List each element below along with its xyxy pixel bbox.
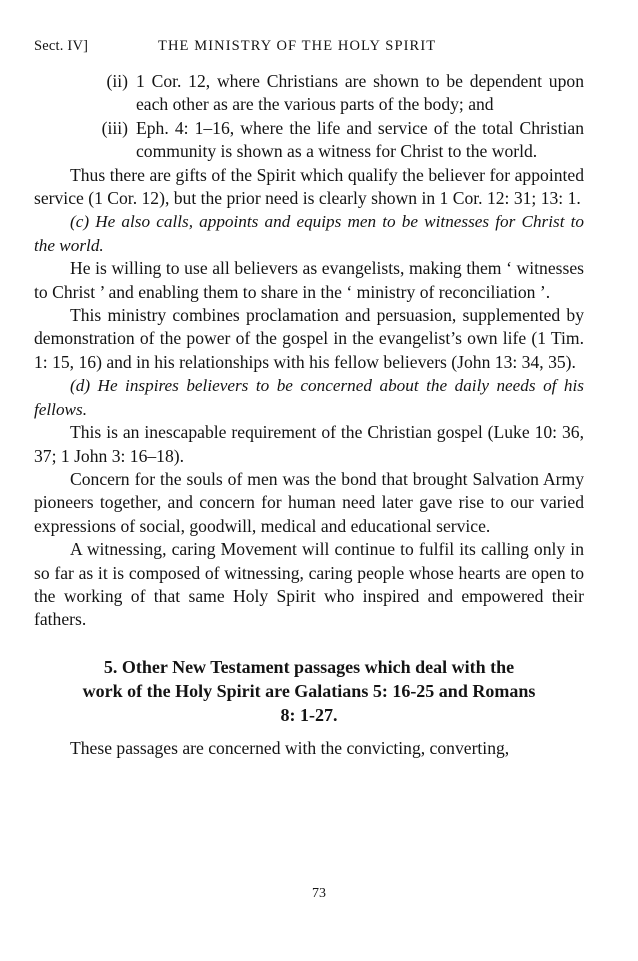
list-item	[34, 117, 584, 164]
list-item	[34, 70, 584, 117]
section-heading	[34, 655, 584, 727]
running-head	[34, 36, 584, 60]
paragraph-final: These passages are concerned with the convicting, converting,	[70, 737, 510, 758]
paragraph-inescapable: This is an inescapable requirement of the Christian gospel (Luke 10: 36, 37; 1 John 3: 16–18).	[34, 422, 584, 466]
running-title: THE MINISTRY OF THE HOLY SPIRIT	[158, 38, 437, 54]
section-heading-line: 5. Other New Testament passages which deal with the	[103, 656, 515, 677]
section-heading-line: work of the Holy Spirit are Galatians 5: 16-25 and Romans	[82, 680, 536, 701]
list-item-text: Eph. 4: 1–16, where the life and service of the total Christian community is shown as a witness for Christ to the world.	[136, 117, 584, 162]
paragraph-ministry: This ministry combines proclamation and persuasion, supplemented by demonstration of the power of the gospel in the evangelist’s own life (1 Tim. 1: 15, 16) and in his relationships with his fellow believers (John 13: 34, 35).	[34, 305, 584, 372]
paragraph-willing: He is willing to use all believers as evangelists, making them ‘ witnesses to Christ ’ and enabling them to share in the ‘ ministry of reconciliation ’.	[34, 258, 584, 302]
page-body	[34, 36, 584, 760]
section-label: Sect. IV]	[34, 38, 89, 54]
list-item-text: 1 Cor. 12, where Christians are shown to be dependent upon each other as are the various parts of the body; and	[136, 71, 584, 115]
subheading-c: (c) He also calls, appoints and equips men to be witnesses for Christ to the world.	[34, 212, 584, 255]
list-item-number: (iii)	[101, 117, 128, 138]
paragraph-gifts: Thus there are gifts of the Spirit which qualify the believer for appointed service (1 Cor. 12), but the prior need is clearly shown in 1 Cor. 12: 31; 13: 1.	[34, 164, 584, 209]
paragraph-witnessing: A witnessing, caring Movement will continue to fulfil its calling only in so far as it is composed of witnessing, caring people whose hearts are open to the working of that same Holy Spirit who inspired and empowered their fathers.	[34, 539, 584, 630]
paragraph-concern: Concern for the souls of men was the bond that brought Salvation Army pioneers together, and concern for human need later gave rise to our varied expressions of social, goodwill, medical and educational service.	[34, 468, 584, 536]
subheading-d: (d) He inspires believers to be concerned about the daily needs of his fellows.	[34, 376, 584, 419]
page-number: 73	[312, 886, 326, 901]
list-item-number: (ii)	[106, 71, 128, 91]
section-heading-line: 8: 1-27.	[280, 704, 338, 725]
